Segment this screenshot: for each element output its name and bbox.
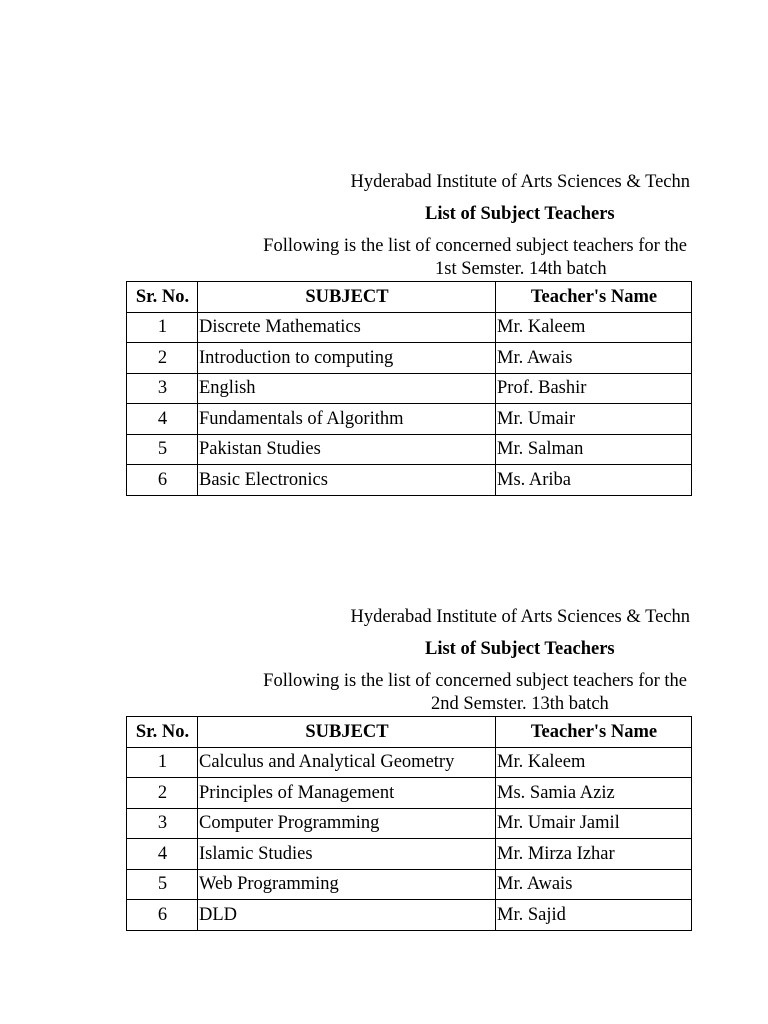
subject-cell: Islamic Studies xyxy=(198,839,496,870)
semester-label: 2nd Semster. 13th batch xyxy=(431,694,609,714)
teacher-cell: Mr. Sajid xyxy=(496,900,692,931)
subject-cell: Pakistan Studies xyxy=(198,434,496,465)
subject-cell: Introduction to computing xyxy=(198,343,496,374)
table-row xyxy=(127,747,692,778)
row-number: 1 xyxy=(127,747,198,778)
row-number: 1 xyxy=(127,312,198,343)
table-row xyxy=(127,900,692,931)
teacher-cell: Mr. Kaleem xyxy=(496,747,692,778)
row-number: 2 xyxy=(127,778,198,809)
table-row xyxy=(127,343,692,374)
row-number: 4 xyxy=(127,839,198,870)
table-row xyxy=(127,312,692,343)
row-number: 5 xyxy=(127,869,198,900)
table-row xyxy=(127,434,692,465)
subject-cell: English xyxy=(198,373,496,404)
row-number: 3 xyxy=(127,808,198,839)
subject-cell: Computer Programming xyxy=(198,808,496,839)
row-number: 6 xyxy=(127,465,198,496)
teacher-cell: Ms. Ariba xyxy=(496,465,692,496)
subject-cell: DLD xyxy=(198,900,496,931)
list-title: List of Subject Teachers xyxy=(425,204,615,224)
column-header-subject: SUBJECT xyxy=(198,717,496,748)
subject-cell: Discrete Mathematics xyxy=(198,312,496,343)
row-number: 3 xyxy=(127,373,198,404)
table-row xyxy=(127,839,692,870)
column-header-sr-no: Sr. No. xyxy=(127,282,198,313)
list-title: List of Subject Teachers xyxy=(425,639,615,659)
subject-cell: Basic Electronics xyxy=(198,465,496,496)
table-header-row xyxy=(127,717,692,748)
subject-cell: Web Programming xyxy=(198,869,496,900)
subject-teacher-table xyxy=(126,281,692,496)
table-row xyxy=(127,808,692,839)
table-row xyxy=(127,373,692,404)
institute-name: Hyderabad Institute of Arts Sciences & Techn xyxy=(350,607,690,627)
column-header-subject: SUBJECT xyxy=(198,282,496,313)
column-header-teacher: Teacher's Name xyxy=(496,282,692,313)
table-row xyxy=(127,404,692,435)
semester-label: 1st Semster. 14th batch xyxy=(435,259,607,279)
table-row xyxy=(127,869,692,900)
teacher-cell: Mr. Kaleem xyxy=(496,312,692,343)
teacher-cell: Mr. Mirza Izhar xyxy=(496,839,692,870)
teacher-cell: Mr. Umair Jamil xyxy=(496,808,692,839)
teacher-cell: Mr. Salman xyxy=(496,434,692,465)
intro-text: Following is the list of concerned subject teachers for the xyxy=(263,236,687,256)
table-row xyxy=(127,465,692,496)
teacher-cell: Ms. Samia Aziz xyxy=(496,778,692,809)
subject-cell: Principles of Management xyxy=(198,778,496,809)
institute-name: Hyderabad Institute of Arts Sciences & Techn xyxy=(350,172,690,192)
subject-cell: Fundamentals of Algorithm xyxy=(198,404,496,435)
subject-cell: Calculus and Analytical Geometry xyxy=(198,747,496,778)
teacher-cell: Mr. Awais xyxy=(496,343,692,374)
subject-teacher-table xyxy=(126,716,692,931)
row-number: 2 xyxy=(127,343,198,374)
teacher-cell: Mr. Awais xyxy=(496,869,692,900)
teacher-cell: Mr. Umair xyxy=(496,404,692,435)
column-header-teacher: Teacher's Name xyxy=(496,717,692,748)
row-number: 5 xyxy=(127,434,198,465)
row-number: 4 xyxy=(127,404,198,435)
table-header-row xyxy=(127,282,692,313)
column-header-sr-no: Sr. No. xyxy=(127,717,198,748)
intro-text: Following is the list of concerned subject teachers for the xyxy=(263,671,687,691)
teacher-cell: Prof. Bashir xyxy=(496,373,692,404)
row-number: 6 xyxy=(127,900,198,931)
table-row xyxy=(127,778,692,809)
